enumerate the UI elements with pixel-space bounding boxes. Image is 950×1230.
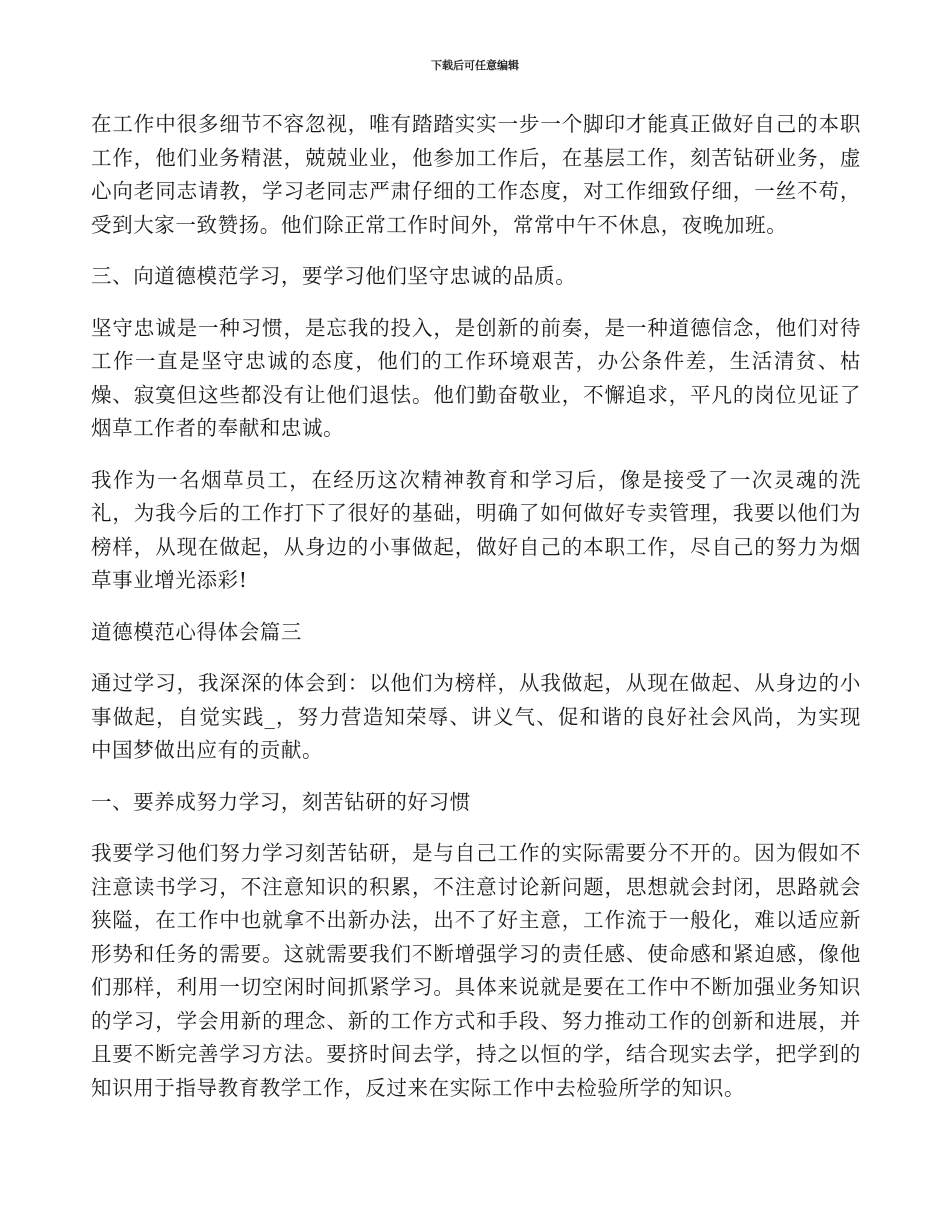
section-heading: 三、向道德模范学习，要学习他们坚守忠诚的品质。 bbox=[91, 264, 577, 288]
section-heading: 一、要养成努力学习，刻苦钻研的好习惯 bbox=[91, 789, 471, 814]
chapter-title: 道德模范心得体会篇三 bbox=[91, 619, 302, 644]
page-header: 下载后可任意编辑 bbox=[431, 59, 519, 72]
body-paragraph: 在工作中很多细节不容忽视，唯有踏踏实实一步一个脚印才能真正做好自己的本职工作，他们业务精湛，兢兢业业，他参加工作后，在基层工作，刻苦钻研业务，虚心向老同志请教，学习老同志严肃仔细的工作态度，对工作细致仔细，一丝不苟，受到大家一致赞扬。他们除正常工作时间外，常常中午不休息，夜晚加班。 bbox=[91, 112, 861, 237]
body-paragraph: 坚守忠诚是一种习惯，是忘我的投入，是创新的前奏，是一种道德信念，他们对待工作一直是坚守忠诚的态度，他们的工作环境艰苦，办公条件差，生活清贫、枯燥、寂寞但这些都没有让他们退怯。他们勤奋敬业，不懈追求，平凡的岗位见证了烟草工作者的奉献和忠诚。 bbox=[91, 315, 861, 440]
body-paragraph: 通过学习，我深深的体会到：以他们为榜样，从我做起，从现在做起、从身边的小事做起，自觉实践_，努力营造知荣辱、讲义气、促和谐的良好社会风尚，为实现中国梦做出应有的贡献。 bbox=[91, 671, 861, 762]
body-paragraph: 我作为一名烟草员工，在经历这次精神教育和学习后，像是接受了一次灵魂的洗礼，为我今后的工作打下了很好的基础，明确了如何做好专卖管理，我要以他们为榜样，从现在做起，从身边的小事做起，做好自己的本职工作，尽自己的努力为烟草事业增光添彩! bbox=[91, 467, 861, 592]
document-body bbox=[91, 108, 861, 1123]
body-paragraph: 我要学习他们努力学习刻苦钻研，是与自己工作的实际需要分不开的。因为假如不注意读书学习，不注意知识的积累，不注意讨论新问题，思想就会封闭，思路就会狭隘，在工作中也就拿不出新办法，出不了好主意，工作流于一般化，难以适应新形势和任务的需要。这就需要我们不断增强学习的责任感、使命感和紧迫感，像他们那样，利用一切空闲时间抓紧学习。具体来说就是要在工作中不断加强业务知识的学习，学会用新的理念、新的工作方式和手段、努力推动工作的创新和进展，并且要不断完善学习方法。要挤时间去学，持之以恒的学，结合现实去学，把学到的知识用于指导教育教学工作，反过来在实际工作中去检验所学的知识。 bbox=[91, 841, 861, 1100]
